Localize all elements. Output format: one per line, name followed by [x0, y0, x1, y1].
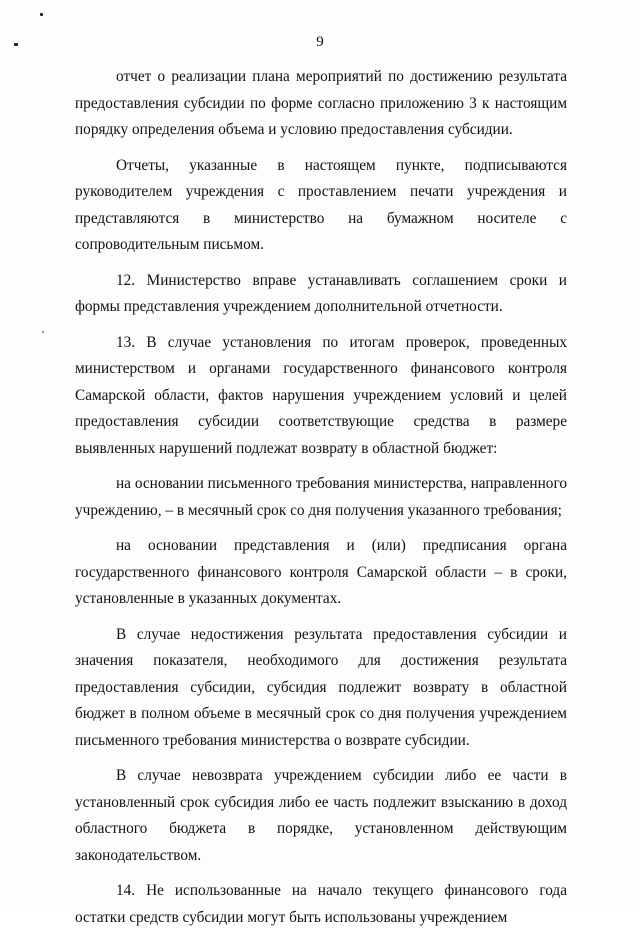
paragraph-control-body: на основании представления и (или) предписания органа государственного финансового контроля Самарской области – в сроки, установленные в указанных документах. [75, 537, 567, 607]
paragraph-report-form: отчет о реализации плана мероприятий по достижению результата предоставления субсидии по форме согласно приложению 3 к настоящим порядку определения объема и условию предоставления субсидии. [75, 68, 567, 138]
paragraph-non-return: В случае невозврата учреждением субсидии либо ее части в установленный срок субсидия либо ее часть подлежит взысканию в доход областного бюджета в порядке, установленном действующим законодательством. [75, 767, 567, 864]
paragraph-12: 12. Министерство вправе устанавливать соглашением сроки и формы представления учреждением дополнительной отчетности. [75, 271, 567, 315]
page-number: 9 [316, 34, 324, 50]
paragraph-written-request: на основании письменного требования министерства, направленного учреждению, – в месячный срок со дня получения указанного требования; [75, 475, 567, 519]
paragraph-non-achievement: В случае недостижения результата предоставления субсидии и значения показателя, необходимого для достижения результата предоставления субсидии, субсидия подлежит возврату в областной бюджет в полном объеме в месячный срок со дня получения учреждением письменного требования министерства о возврате субсидии. [75, 625, 567, 749]
document-body [75, 64, 567, 933]
scan-artifact-mark [42, 331, 44, 333]
scan-artifact-mark [40, 13, 43, 16]
paragraph-reports-signing: Отчеты, указанные в настоящем пункте, подписываются руководителем учреждения с проставлением печати учреждения и представляются в министерство на бумажном носителе с сопроводительным письмом. [75, 156, 567, 253]
paragraph-13: 13. В случае установления по итогам проверок, проведенных министерством и органами государственного финансового контроля Самарской области, фактов нарушения учреждением условий и целей предоставления субсидии соответствующие средства в размере выявленных нарушений подлежат возврату в областной бюджет: [75, 333, 567, 457]
paragraph-14: 14. Не использованные на начало текущего финансового года остатки средств субсидии могут быть использованы учреждением [75, 882, 567, 926]
